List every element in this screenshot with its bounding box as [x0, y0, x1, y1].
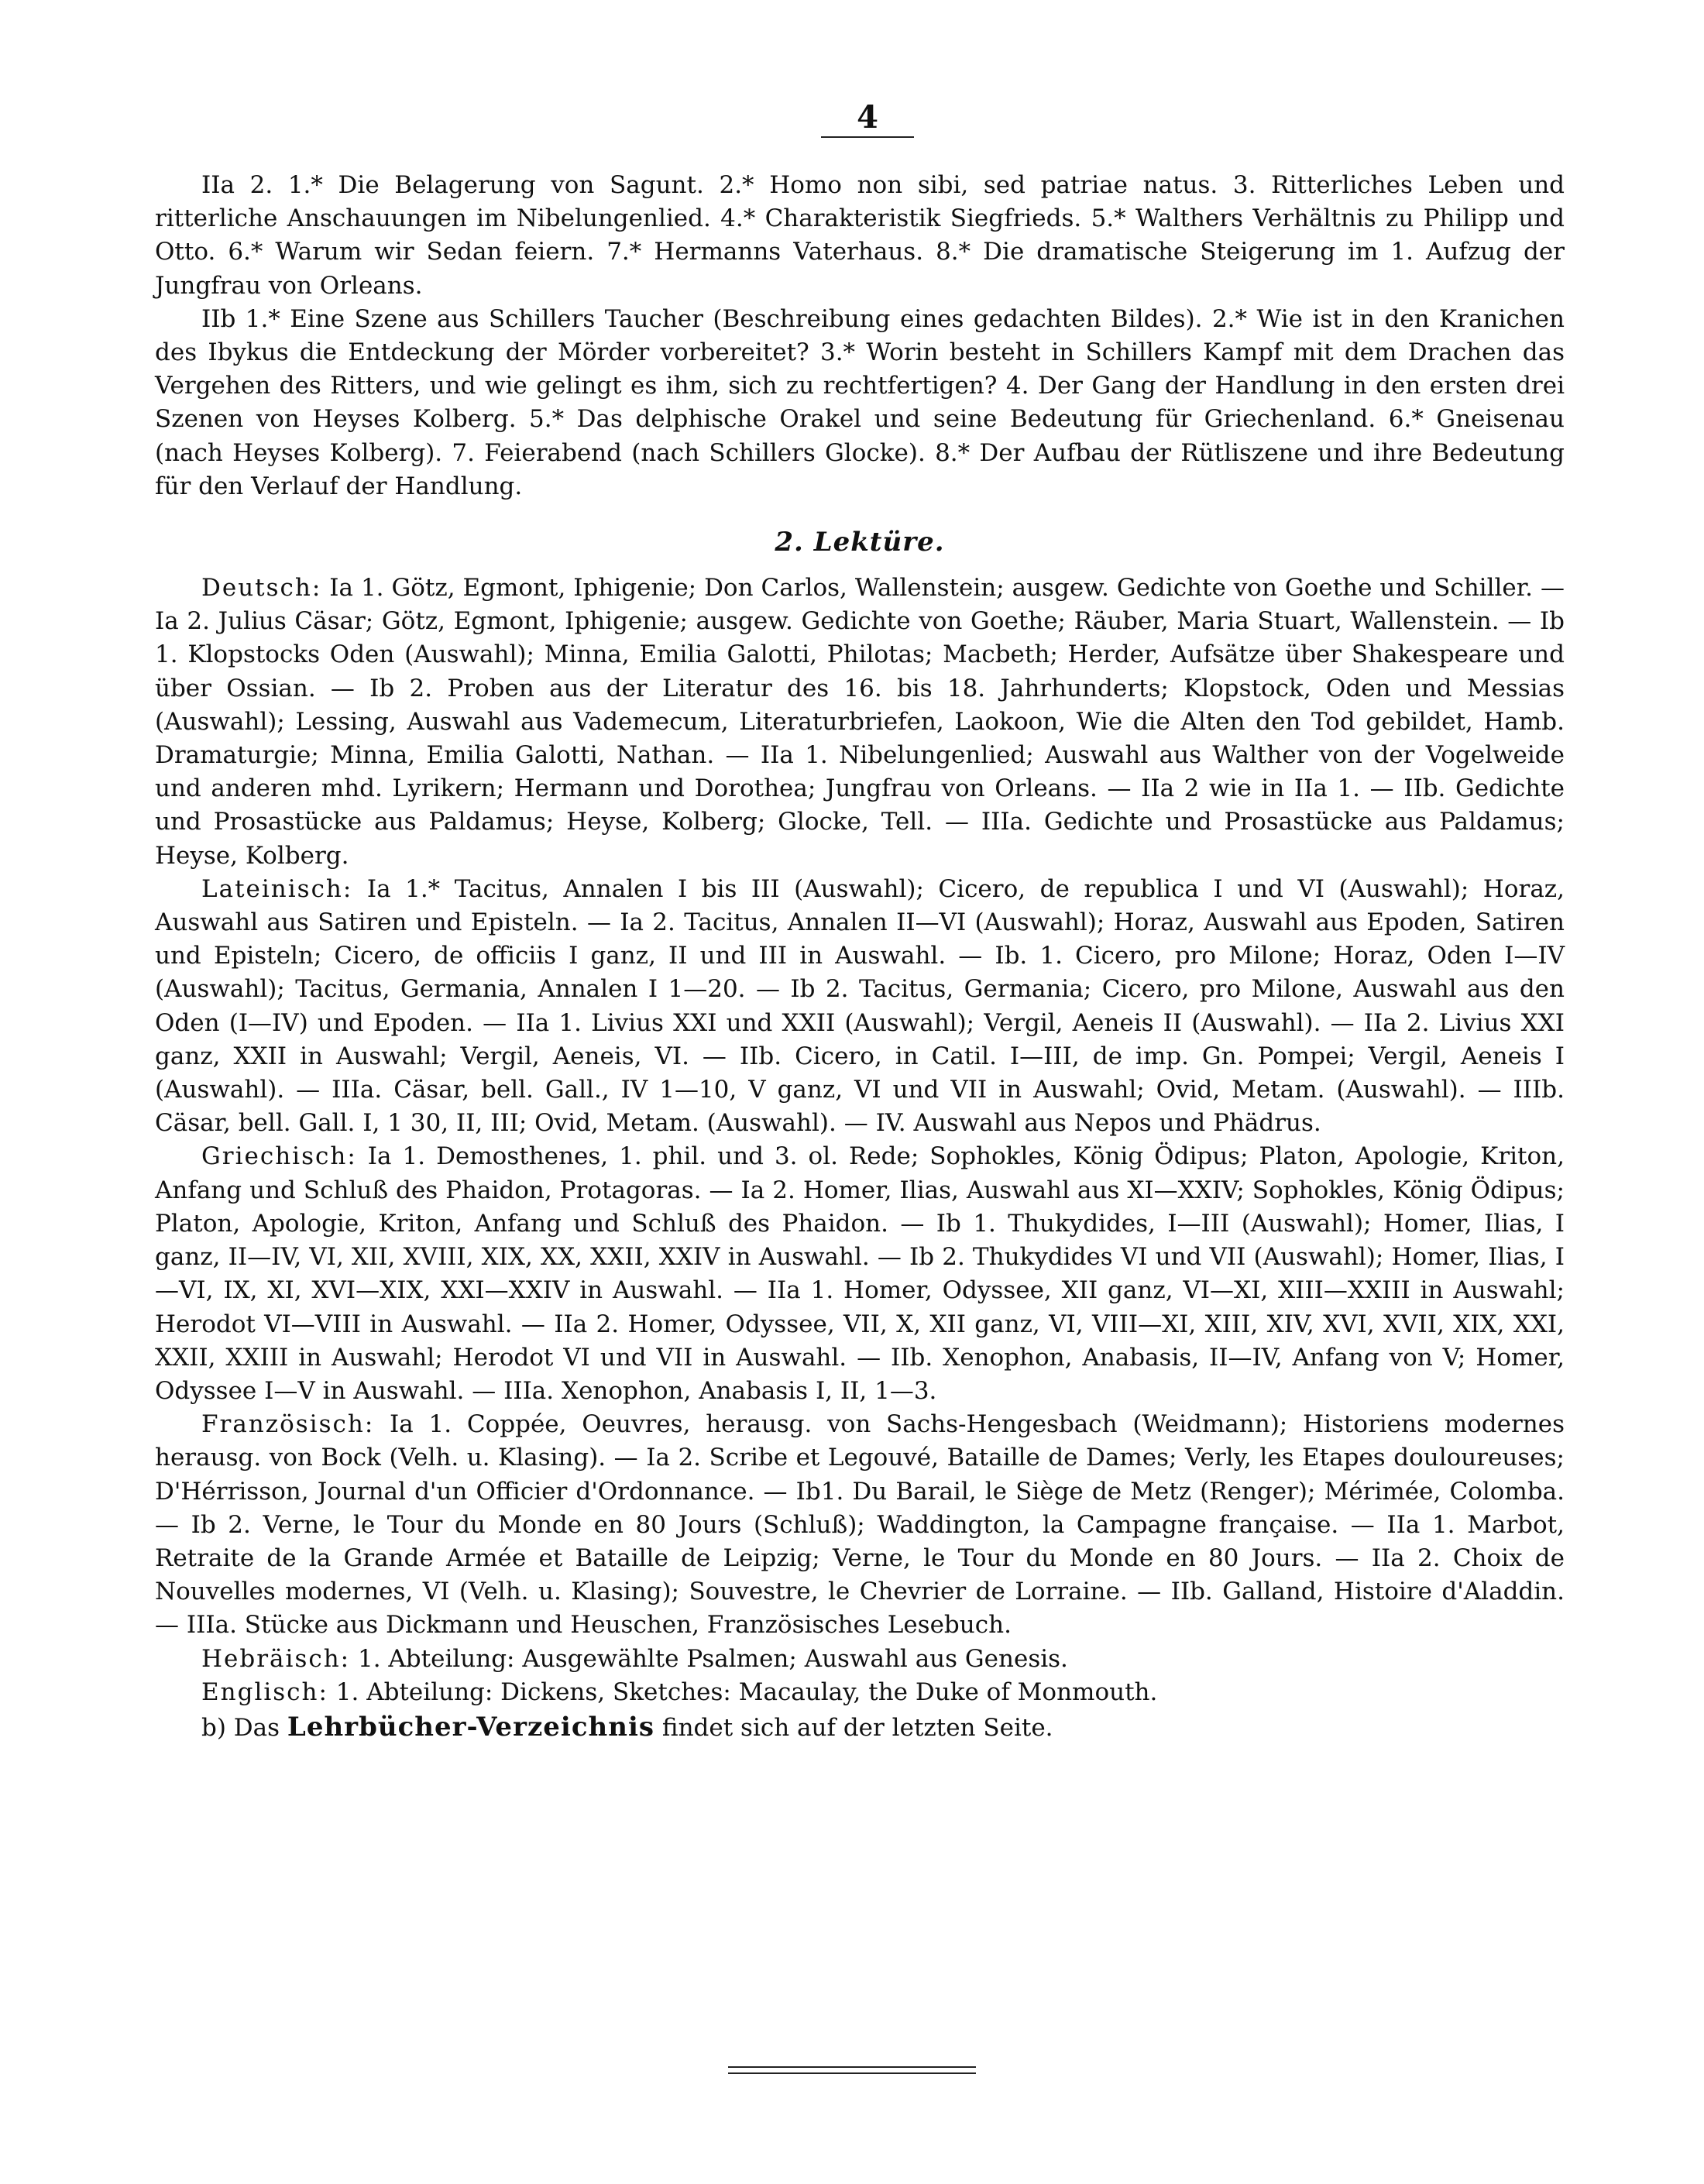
lektuere-englisch — [155, 1676, 1565, 1709]
deutsch-text: Ia 1. Götz, Egmont, Iphigenie; Don Carlos, Wallenstein; ausgew. Gedichte von Goethe und Schiller. — Ia 2. Julius Cäsar; Götz, Egmont, Iphigenie; ausgew. Gedichte von Goethe; Räuber, Maria Stuart, Wallenstein. — Ib 1. Klopstocks Oden (Auswahl); Minna, Emilia Galotti, Philotas; Macbeth; Herder, Aufsätze über Shakespeare und über Ossian. — Ib 2. Proben aus der Literatur des 16. bis 18. Jahrhunderts; Klopstock, Oden und Messias (Auswahl); Lessing, Auswahl aus Vademecum, Literaturbriefen, Laokoon, Wie die Alten den Tod gebildet, Hamb. Dramaturgie; Minna, Emilia Galotti, Nathan. — IIa 1. Nibelungenlied; Auswahl aus Walther von der Vogelweide und anderen mhd. Lyrikern; Hermann und Dorothea; Jungfrau von Orleans. — IIa 2 wie in IIa 1. — IIb. Gedichte und Prosastücke aus Paldamus; Heyse, Kolberg; Glocke, Tell. — IIIa. Gedichte und Prosastücke aus Paldamus; Heyse, Kolberg. — [155, 574, 1565, 870]
themes-IIb: IIb 1.* Eine Szene aus Schillers Taucher (Beschreibung eines gedachten Bildes). 2.* Wie ist in den Kranichen des Ibykus die Entdeckung der Mörder vorbereitet? 3.* Worin besteht in Schillers Kampf mit dem Drachen das Vergehen des Ritters, und wie gelingt es ihm, sich zu rechtfertigen? 4. Der Gang der Handlung in den ersten drei Szenen von Heyses Kolberg. 5.* Das delphische Orakel und seine Bedeutung für Griechenland. 6.* Gneisenau (nach Heyses Kolberg). 7. Feierabend (nach Schillers Glocke). 8.* Der Aufbau der Rütliszene und ihre Bedeutung für den Verlauf der Handlung. — [155, 304, 1565, 500]
lektuere-franzoesisch — [155, 1408, 1565, 1642]
latein-label: Lateinisch: — [201, 874, 353, 903]
latein-text: Ia 1.* Tacitus, Annalen I bis III (Auswahl); Cicero, de republica I und VI (Auswahl); Horaz, Auswahl aus Satiren und Episteln. — Ia 2. Tacitus, Annalen II—VI (Auswahl); Horaz, Auswahl aus Epoden, Satiren und Episteln; Cicero, de officiis I ganz, II und III in Auswahl. — Ib. 1. Cicero, pro Milone; Horaz, Oden I—IV (Auswahl); Tacitus, Germania, Annalen I 1—20. — Ib 2. Tacitus, Germania; Cicero, pro Milone, Auswahl aus den Oden (I—IV) und Epoden. — IIa 1. Livius XXI und XXII (Auswahl); Vergil, Aeneis II (Auswahl). — IIa 2. Livius XXI ganz, XXII in Auswahl; Vergil, Aeneis, VI. — IIb. Cicero, in Catil. I—III, de imp. Gn. Pompei; Vergil, Aeneis I (Auswahl). — IIIa. Cäsar, bell. Gall., IV 1—10, V ganz, VI und VII in Auswahl; Ovid, Metam. (Auswahl). — IIIb. Cäsar, bell. Gall. I, 1 30, II, III; Ovid, Metam. (Auswahl). — IV. Auswahl aus Nepos und Phädrus. — [155, 874, 1565, 1138]
page-number-rule — [821, 136, 914, 138]
griechisch-text: Ia 1. Demosthenes, 1. phil. und 3. ol. Rede; Sophokles, König Ödipus; Platon, Apologie, Kriton, Anfang und Schluß des Phaidon, Protagoras. — Ia 2. Homer, Ilias, Auswahl aus XI—XXIV; Sophokles, König Ödipus; Platon, Apologie, Kriton, Anfang und Schluß des Phaidon. — Ib 1. Thukydides, I—III (Auswahl); Homer, Ilias, I ganz, II—IV, VI, XII, XVIII, XIX, XX, XXII, XXIV in Auswahl. — Ib 2. Thukydides VI und VII (Auswahl); Homer, Ilias, I—VI, IX, XI, XVI—XIX, XXI—XXIV in Auswahl. — IIa 1. Homer, Odyssee, XII ganz, VI—XI, XIII—XXIII in Auswahl; Herodot VI—VIII in Auswahl. — IIa 2. Homer, Odyssee, VII, X, XII ganz, VI, VIII—XI, XIII, XIV, XVI, XVII, XIX, XXI, XXII, XXIII in Auswahl; Herodot VI und VII in Auswahl. — IIb. Xenophon, Anabasis, II—IV, Anfang von V; Homer, Odyssee I—V in Auswahl. — IIIa. Xenophon, Anabasis I, II, 1—3. — [155, 1142, 1565, 1405]
deutsch-label: Deutsch: — [201, 574, 322, 603]
lehrbuecher-title: Lehrbücher-Verzeichnis — [287, 1711, 655, 1743]
page-number: 4 — [857, 99, 878, 136]
themes-IIa2: IIa 2. 1.* Die Belagerung von Sagunt. 2.* Homo non sibi, sed patriae natus. 3. Ritterliches Leben und ritterliche Anschauungen im Nibelungenlied. 4.* Charakteristik Siegfrieds. 5.* Walthers Verhältnis zu Philipp und Otto. 6.* Warum wir Sedan feiern. 7.* Hermanns Vaterhaus. 8.* Die dramatische Steigerung im 1. Aufzug der Jungfrau von Orleans. — [155, 171, 1565, 300]
lektuere-griechisch — [155, 1140, 1565, 1408]
section-heading-lektuere — [155, 527, 1565, 558]
lektuere-deutsch — [155, 572, 1565, 873]
footer-rule-top — [728, 2066, 976, 2068]
lektuere-hebraeisch — [155, 1643, 1565, 1676]
hebraeisch-label: Hebräisch: — [201, 1644, 351, 1673]
footer-rule-bottom — [728, 2072, 976, 2074]
franzoesisch-label: Französisch: — [201, 1410, 375, 1439]
franzoesisch-text: Ia 1. Coppée, Oeuvres, herausg. von Sachs-Hengesbach (Weidmann); Historiens modernes herausg. von Bock (Velh. u. Klasing). — Ia 2. Scribe et Legouvé, Bataille de Dames; Verly, les Etapes douloureuses; D'Hérrisson, Journal d'un Officier d'Ordonnance. — Ib1. Du Barail, le Siège de Metz (Renger); Mérimée, Colomba. — Ib 2. Verne, le Tour du Monde en 80 Jours (Schluß); Waddington, la Campagne française. — IIa 1. Marbot, Retraite de la Grande Armée et Bataille de Leipzig; Verne, le Tour du Monde en 80 Jours. — IIa 2. Choix de Nouvelles modernes, VI (Velh. u. Klasing); Souvestre, le Chevrier de Lorraine. — IIb. Galland, Histoire d'Aladdin. — IIIa. Stücke aus Dickmann und Heuschen, Französisches Lesebuch. — [155, 1410, 1565, 1640]
lektuere-latein — [155, 873, 1565, 1141]
griechisch-label: Griechisch: — [201, 1142, 357, 1171]
englisch-text: 1. Abteilung: Dickens, Sketches: Macaulay, the Duke of Monmouth. — [328, 1677, 1158, 1706]
lehrbuecher-line — [155, 1709, 1565, 1746]
section-heading-text: 2. Lektüre. — [775, 527, 945, 558]
englisch-label: Englisch: — [201, 1677, 328, 1706]
lehrbuecher-suffix: findet sich auf der letzten Seite. — [654, 1713, 1053, 1742]
lehrbuecher-prefix: b) Das — [201, 1713, 287, 1742]
hebraeisch-text: 1. Abteilung: Ausgewählte Psalmen; Auswahl aus Genesis. — [350, 1644, 1068, 1673]
page-content — [155, 169, 1565, 1746]
